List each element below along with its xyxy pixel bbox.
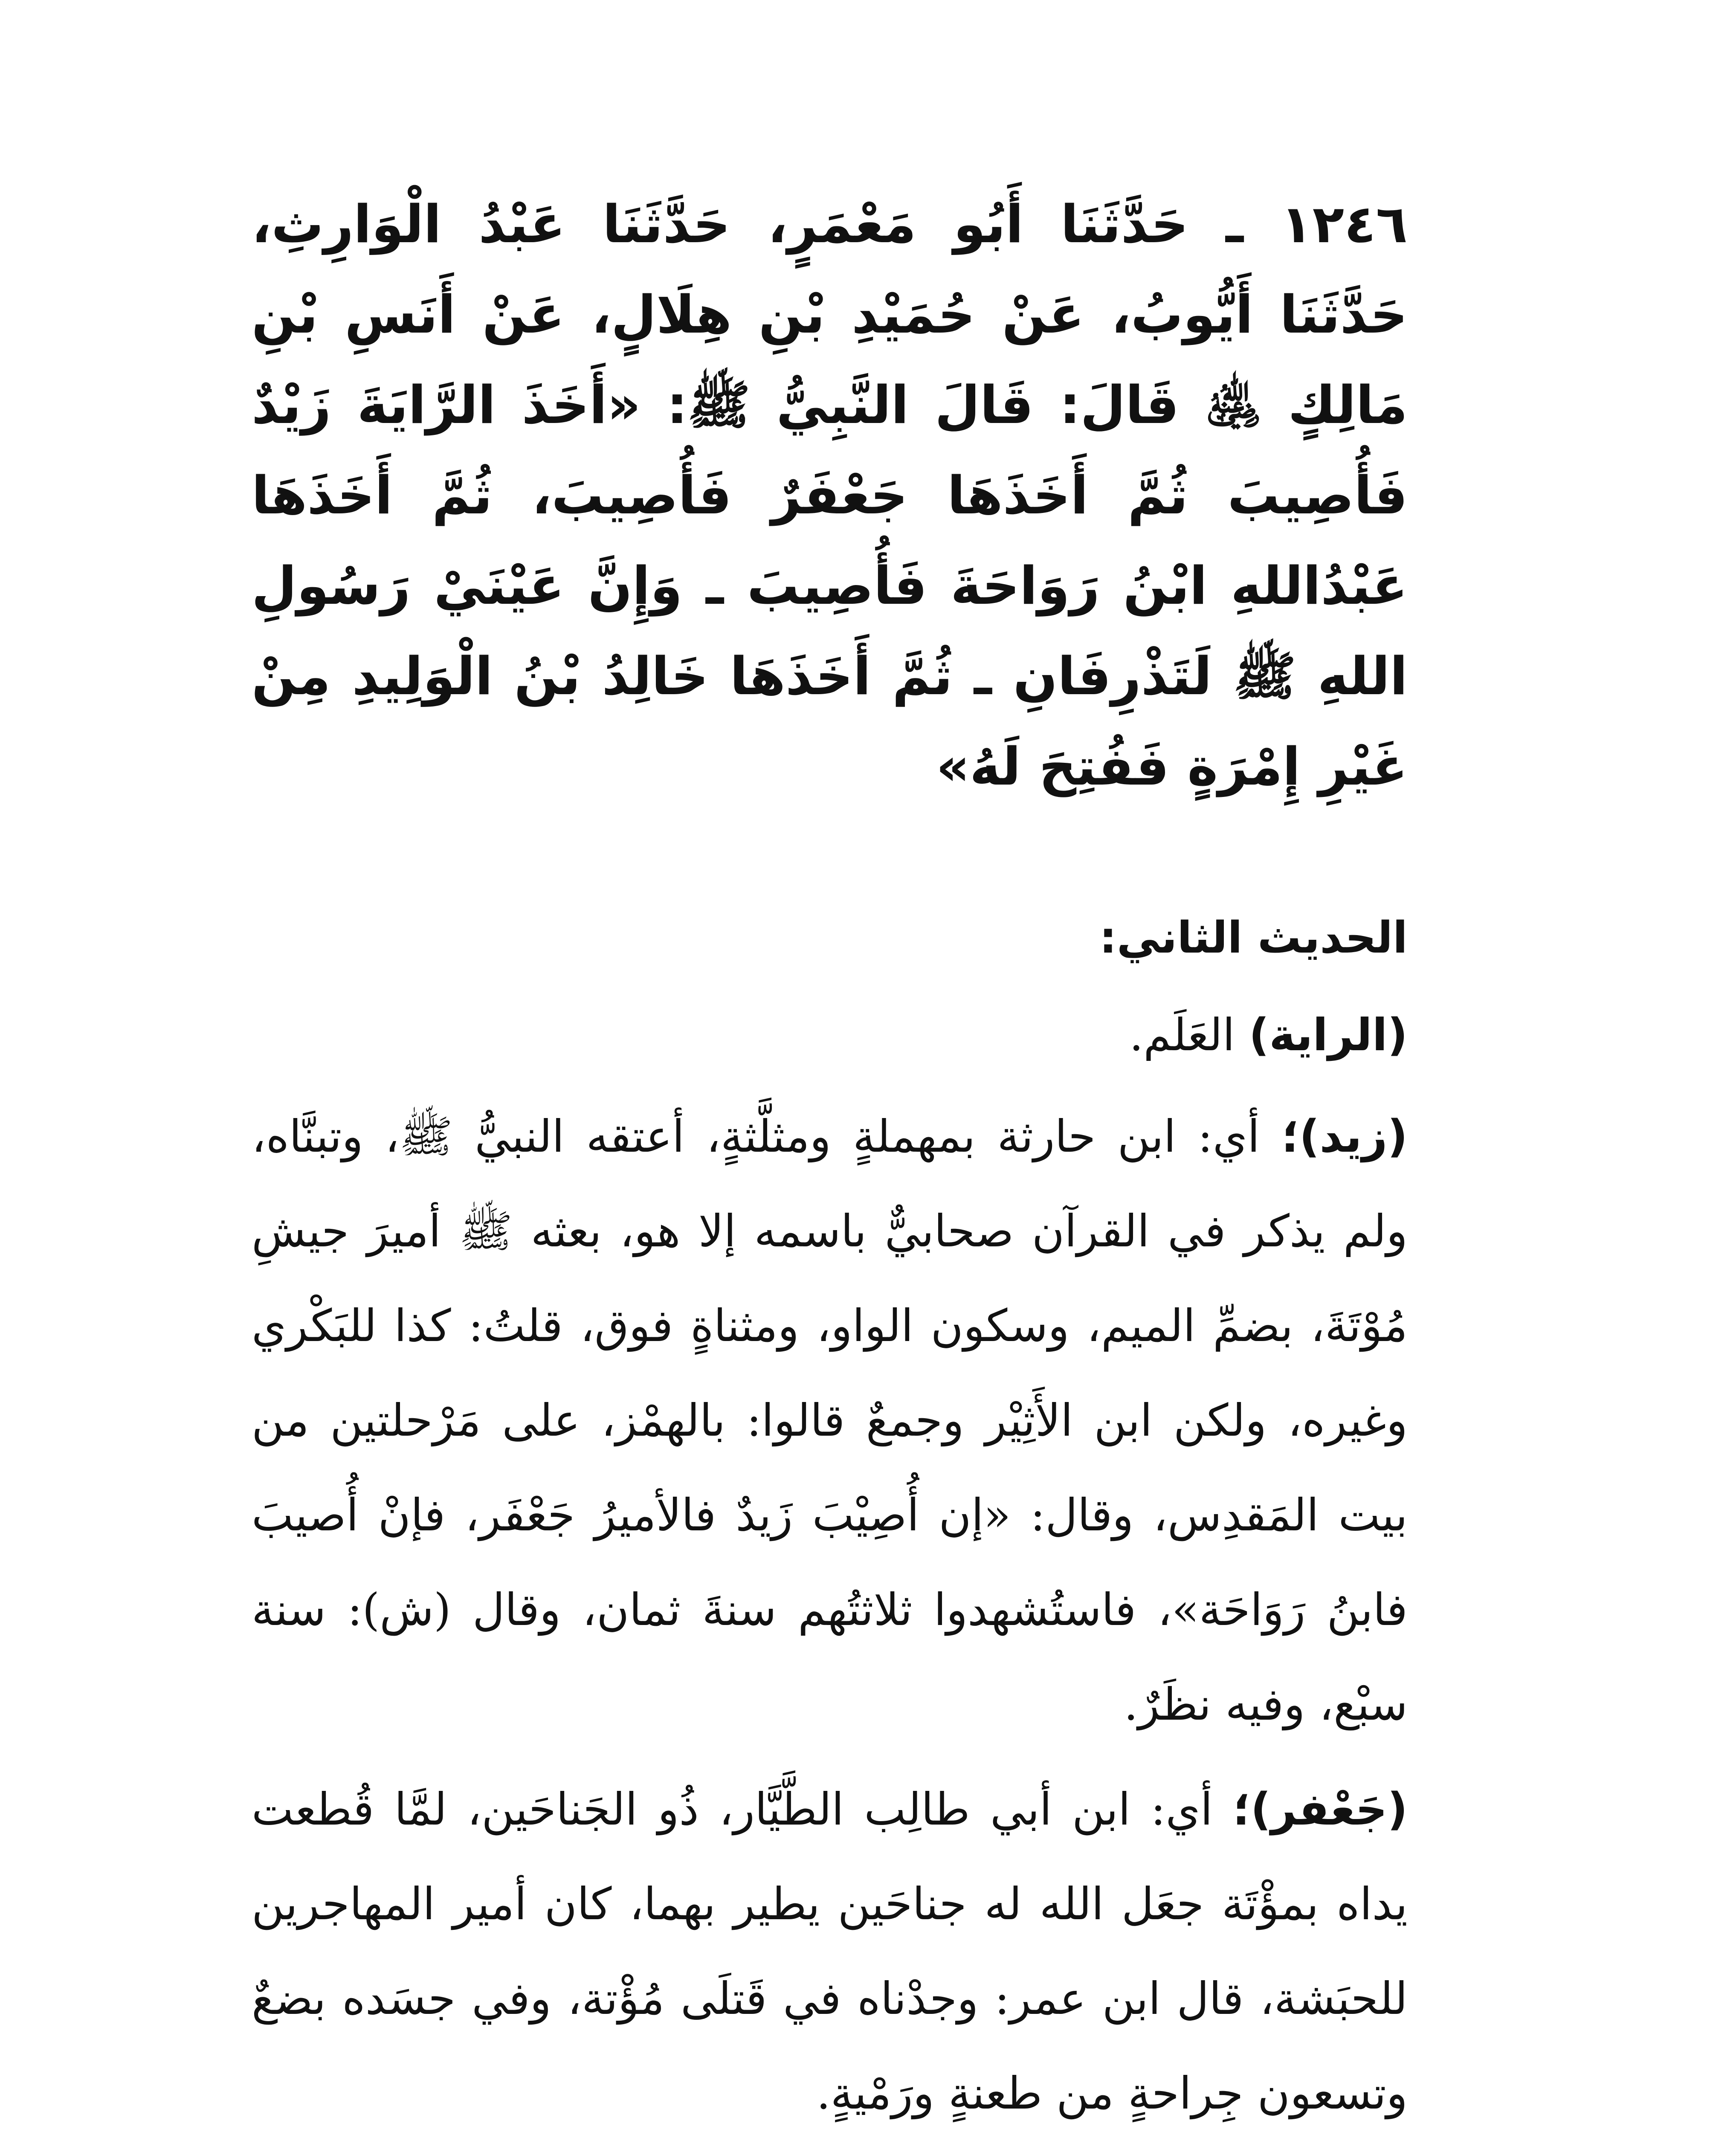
commentary-term: (جَعْفر)؛ bbox=[1233, 1783, 1408, 1835]
commentary-paragraph bbox=[252, 988, 1408, 1082]
section-heading: الحديث الثاني: bbox=[1099, 912, 1408, 963]
commentary-paragraph bbox=[252, 1089, 1408, 1752]
page-body bbox=[252, 179, 1408, 2132]
commentary-term: (الراية) bbox=[1249, 1009, 1408, 1061]
commentary-paragraph bbox=[252, 1762, 1408, 2132]
hadith-text: ١٢٤٦ ـ حَدَّثَنَا أَبُو مَعْمَرٍ، حَدَّثَنَا عَبْدُ الْوَارِثِ، حَدَّثَنَا أَيُّوبُ، عَنْ حُمَيْدِ بْنِ هِلَالٍ، عَنْ أَنَسِ بْنِ مَالِكٍ ﵁ قَالَ: قَالَ النَّبِيُّ ﷺ: «أَخَذَ الرَّايَةَ زَيْدٌ فَأُصِيبَ ثُمَّ أَخَذَهَا جَعْفَرٌ فَأُصِيبَ، ثُمَّ أَخَذَهَا عَبْدُاللهِ ابْنُ رَوَاحَةَ فَأُصِيبَ ـ وَإِنَّ عَيْنَيْ رَسُولِ اللهِ ﷺ لَتَذْرِفَانِ ـ ثُمَّ أَخَذَهَا خَالِدُ بْنُ الْوَلِيدِ مِنْ غَيْرِ إِمْرَةٍ فَفُتِحَ لَهُ» bbox=[252, 194, 1408, 797]
commentary-text: أي: ابن أبي طالِب الطَّيَّار، ذُو الجَناحَين، لمَّا قُطعت يداه بمؤْتَة جعَل الله له جناحَين يطير بهما، كان أمير المهاجرين للحبَشة، قال ابن عمر: وجدْناه في قَتلَى مُؤْتة، وفي جسَده بضعٌ وتسعون جِراحةٍ من طعنةٍ ورَمْيةٍ. bbox=[252, 1783, 1408, 2119]
commentary-text: العَلَم. bbox=[1129, 1009, 1249, 1061]
commentary-term: (زيد)؛ bbox=[1281, 1110, 1408, 1162]
commentary-text: أي: ابن حارثة بمهملةٍ ومثلَّثةٍ، أعتقه النبيُّ ﷺ، وتبنَّاه، ولم يذكر في القرآن صحابيٌّ باسمه إلا هو، بعثه ﷺ أميرَ جيشِ مُوْتَةَ، بضمِّ الميم، وسكون الواو، ومثناةٍ فوق، قلتُ: كذا للبَكْري وغيره، ولكن ابن الأَثِيْر وجمعٌ قالوا: بالهمْز، على مَرْحلتين من بيت المَقدِس، وقال: «إن أُصِيْبَ زَيدٌ فالأميرُ جَعْفَر، فإنْ أُصيبَ فابنُ رَوَاحَة»، فاستُشهدوا ثلاثتُهم سنةَ ثمان، وقال (ش): سنة سبْع، وفيه نظَرٌ. bbox=[252, 1110, 1408, 1730]
